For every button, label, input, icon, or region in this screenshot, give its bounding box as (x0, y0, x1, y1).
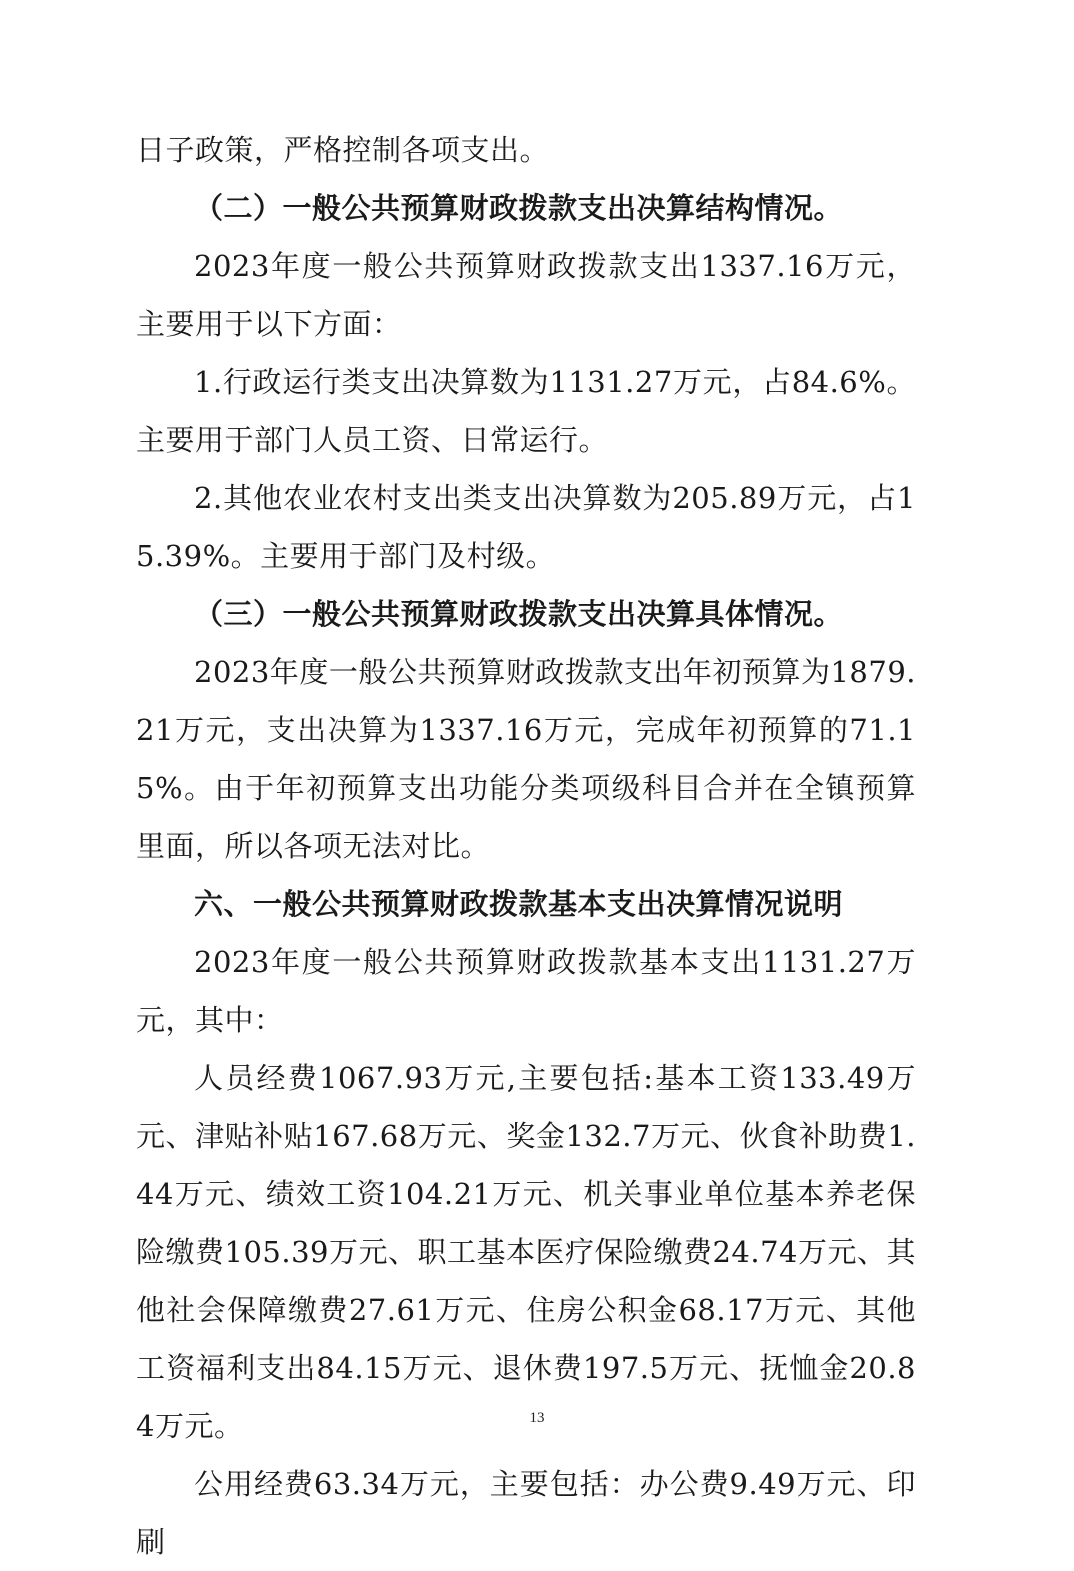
paragraph-continuation: 日子政策，严格控制各项支出。 (136, 133, 550, 167)
section-subheading-3: （三）一般公共预算财政拨款支出决算具体情况。 (194, 597, 844, 631)
paragraph-agriculture-rural: 2.其他农业农村支出类支出决算数为205.89万元，占15.39%。主要用于部门及村级。 (136, 481, 916, 573)
paragraph-personnel-costs: 人员经费1067.93万元,主要包括:基本工资133.49万元、津贴补贴167.68万元、奖金132.7万元、伙食补助费1.44万元、绩效工资104.21万元、机关事业单位基本养老保险缴费105.39万元、职工基本医疗保险缴费24.74万元、其他社会保障缴费27.61万元、住房公积金68.17万元、其他工资福利支出84.15万元、退休费197.5万元、抚恤金20.84万元。 (136, 1061, 916, 1443)
paragraph-public-costs: 公用经费63.34万元，主要包括：办公费9.49万元、印刷 (136, 1467, 916, 1559)
section-subheading-2: （二）一般公共预算财政拨款支出决算结构情况。 (194, 191, 844, 225)
page-number: 13 (529, 1410, 545, 1426)
paragraph-budget-comparison: 2023年度一般公共预算财政拨款支出年初预算为1879.21万元，支出决算为1337.16万元，完成年初预算的71.15%。由于年初预算支出功能分类项级科目合并在全镇预算里面，所以各项无法对比。 (136, 655, 916, 863)
section-heading-6: 六、一般公共预算财政拨款基本支出决算情况说明 (194, 887, 844, 921)
paragraph-admin-operation: 1.行政运行类支出决算数为1131.27万元，占84.6%。主要用于部门人员工资、日常运行。 (136, 365, 916, 457)
paragraph-basic-expenditure: 2023年度一般公共预算财政拨款基本支出1131.27万元，其中： (136, 945, 916, 1037)
paragraph-expenditure-total: 2023年度一般公共预算财政拨款支出1337.16万元，主要用于以下方面： (136, 249, 916, 341)
body-text (136, 121, 916, 1571)
